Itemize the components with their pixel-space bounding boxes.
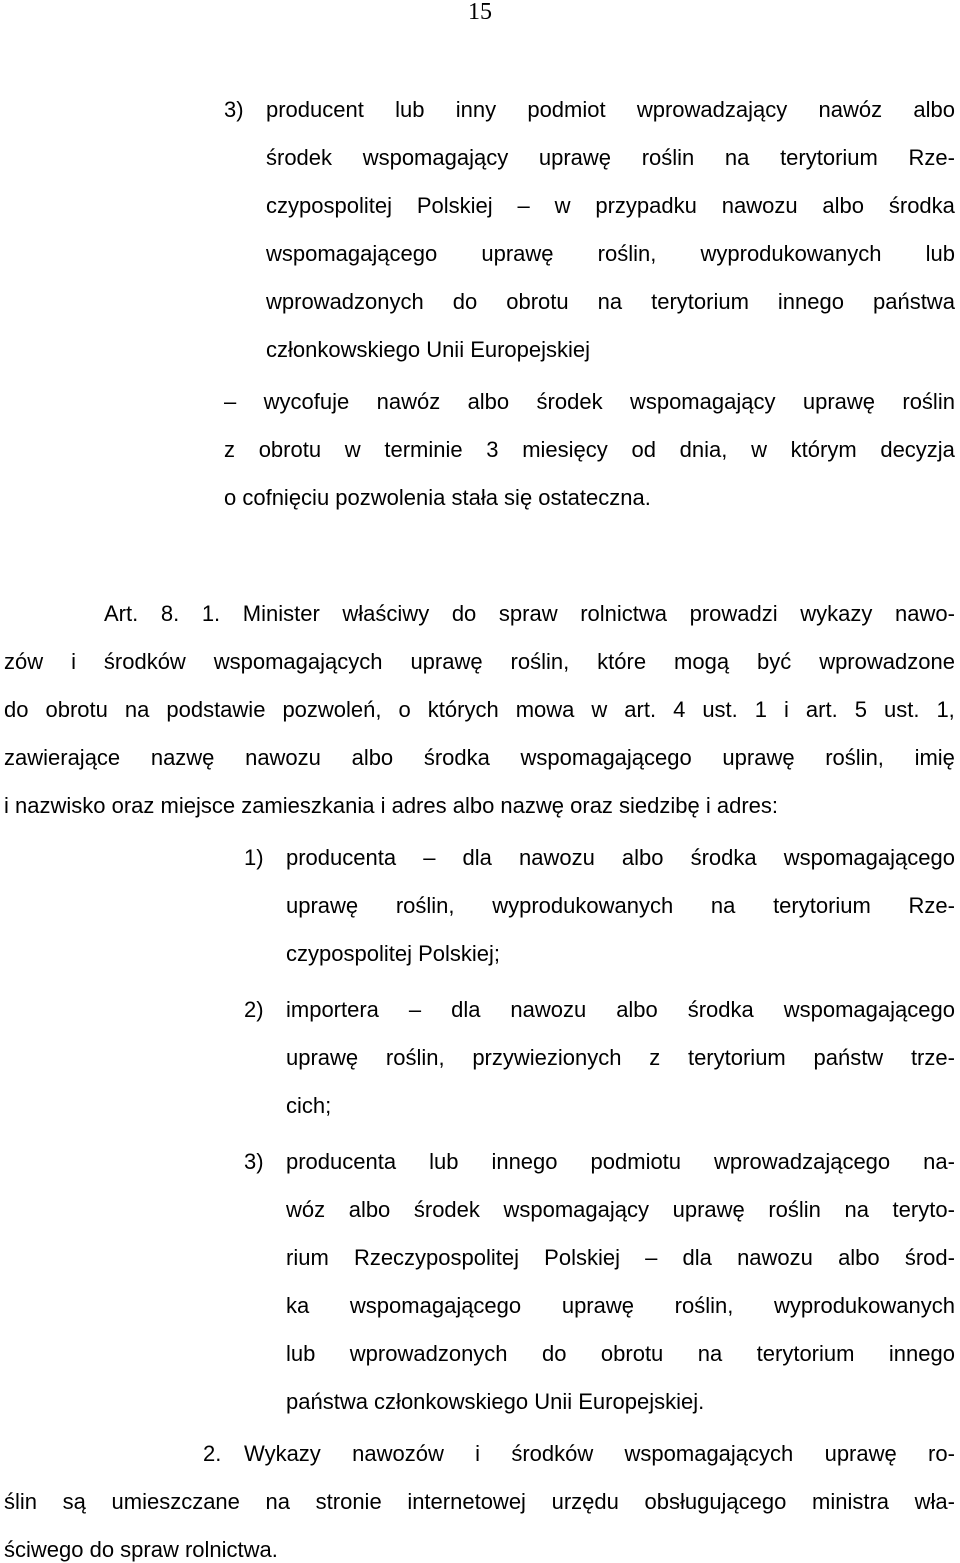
text-line [286,1045,955,1071]
page-number: 15 [468,0,492,25]
word: od [631,437,656,462]
word: uprawę [722,745,795,770]
word: nawozu [510,997,587,1022]
text-line: o cofnięciu pozwolenia stała się ostateczna. [224,485,651,510]
word: podmiotu [590,1149,682,1174]
list-number: 3) [224,97,244,122]
word: czypospolitej [266,193,392,218]
text-line [286,893,955,919]
word: o [398,697,411,722]
word: z [224,437,235,462]
list-number: 2. [203,1441,222,1466]
word: rium [286,1245,329,1270]
text-line [286,1341,955,1367]
text-line [266,241,955,267]
word: których [427,697,499,722]
word: na [844,1197,869,1222]
word: nawóz [818,97,883,122]
word: wspomagającego [783,845,955,870]
word: Polskiej [416,193,493,218]
text-line [286,1293,955,1319]
word: dla [451,997,481,1022]
text-line [4,745,955,771]
word: nawozu [518,845,595,870]
word: wykazy [800,601,873,626]
word: Rze- [908,145,955,170]
word: art. [805,697,838,722]
word: w [344,437,361,462]
word: Minister [242,601,320,626]
word: środka [888,193,955,218]
word: środek [266,145,333,170]
word: nawozu [245,745,321,770]
text-line [266,97,955,123]
word: obrotu [600,1341,664,1366]
word: dnia, [679,437,728,462]
text-line [224,389,955,415]
word: na [697,1341,723,1366]
text-line [4,697,955,723]
word: albo [467,389,510,414]
word: terytorium [651,289,749,314]
word: – [408,997,422,1022]
word: lub [286,1341,316,1366]
word: internetowej [407,1489,526,1514]
word: spraw [498,601,558,626]
word: obrotu [258,437,322,462]
word: lub [925,241,955,266]
text-line: czypospolitej Polskiej; [286,941,500,966]
text-line [286,845,955,871]
word: państwa [872,289,955,314]
word: Rze- [908,893,955,918]
word: umieszczane [111,1489,240,1514]
word: obsługującego [644,1489,787,1514]
word: albo [616,997,658,1022]
word: do [4,697,29,722]
word: ślin [4,1489,38,1514]
word: wprowadzone [819,649,955,674]
word: ministra [812,1489,890,1514]
word: ro- [928,1441,955,1466]
word: lub [395,97,425,122]
word: do [451,601,477,626]
word: wspomagającego [783,997,955,1022]
word: dla [682,1245,712,1270]
word: do [452,289,478,314]
word: w [591,697,608,722]
word: ust. [883,697,920,722]
word: wspomagającego [520,745,692,770]
word: wprowadzający [636,97,788,122]
word: wprowadzającego [714,1149,891,1174]
word: i [71,649,76,674]
word: nawozów [352,1441,444,1466]
word: środek [536,389,603,414]
word: albo [351,745,394,770]
word: wspomagającego [266,241,438,266]
word: – [645,1245,658,1270]
text-line [224,437,955,463]
word: wprowadzonych [349,1341,508,1366]
word: importera [286,997,379,1022]
word: rolnictwa [580,601,668,626]
word: Art. [104,601,139,626]
word: innego [777,289,844,314]
word: na- [923,1149,955,1174]
word: trze- [910,1045,955,1070]
word: Rzeczypospolitej [353,1245,520,1270]
word: na [597,289,623,314]
word: uprawę [672,1197,745,1222]
text-line [4,1489,955,1515]
word: art. [624,697,657,722]
word: lub [429,1149,459,1174]
word: uprawę [286,1045,359,1070]
text-line [104,601,955,627]
word: wyprodukowanych [492,893,674,918]
word: środek [413,1197,480,1222]
text-line: członkowskiego Unii Europejskiej [266,337,591,362]
word: obrotu [506,289,569,314]
word: roślin [902,389,955,414]
word: wprowadzonych [266,289,424,314]
text-line: cich; [286,1093,332,1118]
word: środ- [904,1245,955,1270]
word: terytorium [687,1045,786,1070]
word: uprawę [561,1293,634,1318]
word: albo [838,1245,880,1270]
word: być [757,649,792,674]
word: i [784,697,789,722]
word: przypadku [595,193,697,218]
list-number: 1) [244,845,264,870]
word: wspomagający [629,389,776,414]
word: są [62,1489,86,1514]
word: uprawę [824,1441,897,1466]
word: 5 [854,697,867,722]
word: uprawę [802,389,875,414]
word: z [649,1045,661,1070]
word: zów [4,649,44,674]
word: na [265,1489,291,1514]
word: wspomagający [362,145,509,170]
word: na [710,893,736,918]
word: wyprodukowanych [774,1293,955,1318]
word: 4 [673,697,686,722]
text-line [286,1245,955,1271]
word: terminie [384,437,463,462]
word: innego [888,1341,955,1366]
word: albo [822,193,865,218]
word: wycofuje [263,389,350,414]
word: do [541,1341,567,1366]
word: roślin [768,1197,821,1222]
word: albo [621,845,664,870]
word: wspomagających [213,649,383,674]
word: 1. [201,601,221,626]
word: wspomagającego [349,1293,522,1318]
word: decyzja [880,437,955,462]
text-line: i nazwisko oraz miejsce zamieszkania i adres albo nazwę oraz siedzibę i adres: [4,793,779,818]
word: uprawę [410,649,483,674]
word: podstawie [166,697,266,722]
word: inny [455,97,497,122]
word: przywiezionych [472,1045,622,1070]
word: Wykazy [244,1441,321,1466]
word: podmiot [527,97,606,122]
word: wła- [914,1489,955,1514]
word: albo [913,97,955,122]
word: 3 [486,437,499,462]
word: nawozu [721,193,798,218]
word: którym [790,437,857,462]
word: roślin, [510,649,570,674]
word: ka [286,1293,310,1318]
word: środków [103,649,186,674]
word: wspomagający [503,1197,650,1222]
word: środków [511,1441,594,1466]
word: innego [491,1149,558,1174]
text-line [286,1197,955,1223]
word: ust. [702,697,738,722]
word: roślin, [674,1293,734,1318]
word: nazwę [150,745,215,770]
word: urzędu [551,1489,619,1514]
text-line: ściwego do spraw rolnictwa. [4,1537,278,1562]
word: roślin, [597,241,657,266]
word: imię [914,745,955,770]
word: prowadzi [689,601,778,626]
word: producent [266,97,364,122]
word: producenta [286,845,397,870]
word: nawóz [376,389,441,414]
word: miesięcy [522,437,608,462]
text-line [4,649,955,675]
word: mogą [674,649,730,674]
word: – [423,845,436,870]
word: wyprodukowanych [700,241,882,266]
text-line [266,289,955,315]
word: obrotu [45,697,108,722]
text-line [286,997,955,1023]
word: które [597,649,647,674]
word: na [724,145,750,170]
word: na [124,697,150,722]
word: dla [462,845,492,870]
word: uprawę [286,893,359,918]
word: – [517,193,530,218]
word: państw [813,1045,884,1070]
word: właściwy [342,601,430,626]
word: albo [348,1197,391,1222]
word: zawierające [4,745,121,770]
word: producenta [286,1149,397,1174]
text-line: państwa członkowskiego Unii Europejskiej. [286,1389,705,1414]
word: roślin, [385,1045,445,1070]
word: teryto- [892,1197,955,1222]
word: środka [687,997,754,1022]
text-line [286,1149,955,1175]
word: w [554,193,571,218]
word: roślin [641,145,695,170]
text-line [266,193,955,219]
word: w [751,437,767,462]
word: 8. [160,601,180,626]
word: terytorium [773,893,871,918]
word: roślin, [395,893,455,918]
word: nawo- [895,601,955,626]
list-number: 2) [244,997,264,1022]
word: środka [690,845,757,870]
text-line [266,145,955,171]
word: terytorium [780,145,878,170]
list-number: 3) [244,1149,264,1174]
word: stronie [315,1489,382,1514]
word: roślin, [825,745,884,770]
word: uprawę [538,145,612,170]
word: terytorium [756,1341,855,1366]
word: Polskiej [544,1245,620,1270]
word: 1 [754,697,768,722]
word: wóz [286,1197,326,1222]
word: – [224,389,237,414]
text-line [244,1441,955,1467]
word: nawozu [737,1245,813,1270]
word: środka [423,745,490,770]
word: 1, [936,697,955,722]
word: wspomagających [624,1441,794,1466]
word: mowa [515,697,575,722]
word: i [475,1441,481,1466]
word: uprawę [481,241,554,266]
word: pozwoleń, [282,697,382,722]
